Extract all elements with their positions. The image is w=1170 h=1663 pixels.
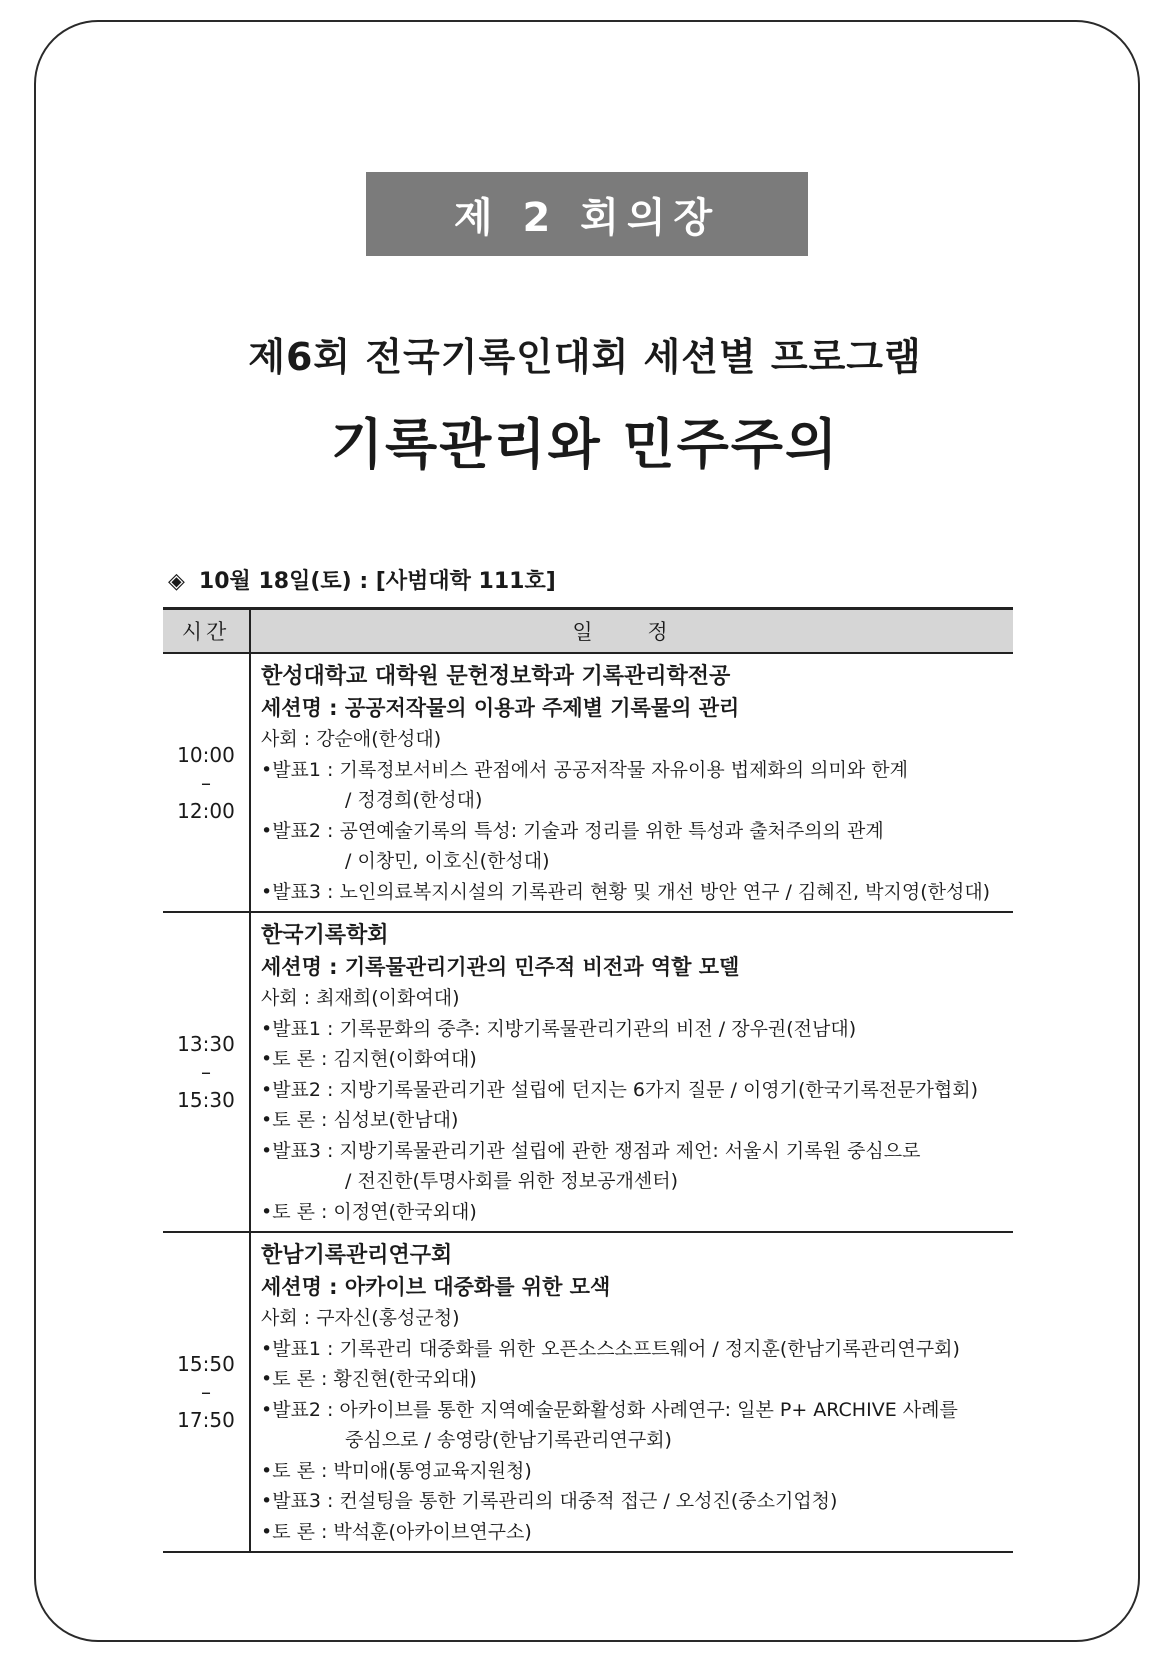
program-line: •발표2 : 공연예술기록의 특성: 기술과 정리를 위한 특성과 출처주의의 관계 <box>261 819 884 842</box>
program-line: / 이창민, 이호신(한성대) <box>345 850 550 872</box>
session-row <box>163 653 1013 912</box>
date-venue-line <box>168 564 556 595</box>
program-line: •토 론 : 심성보(한남대) <box>261 1109 459 1131</box>
program-line: / 전진한(투명사회를 위한 정보공개센터) <box>345 1170 679 1192</box>
schedule-body <box>163 653 1013 1552</box>
session-organizer: 한성대학교 대학원 문헌정보학과 기록관리학전공 <box>261 664 731 689</box>
header-time: 시간 <box>163 609 250 654</box>
time-dash: – <box>201 770 211 795</box>
time-start: 15:50 <box>177 1352 235 1376</box>
time-dash: – <box>201 1060 211 1084</box>
program-line: •토 론 : 박미애(통영교육지원청) <box>261 1459 532 1482</box>
program-subtitle: 제6회 전국기록인대회 세션별 프로그램 <box>248 335 922 379</box>
time-end: 17:50 <box>177 1408 235 1432</box>
time-end: 12:00 <box>177 798 235 823</box>
schedule-table <box>163 607 1013 1553</box>
program-line: •발표1 : 기록문화의 중추: 지방기록물관리기관의 비전 / 장우권(전남대) <box>261 1017 857 1040</box>
program-line: •토 론 : 이정연(한국외대) <box>261 1200 477 1223</box>
session-organizer: 한국기록학회 <box>261 923 389 948</box>
diamond-bullet-icon: ◈ <box>168 569 185 594</box>
program-title: 기록관리와 민주주의 <box>330 413 840 476</box>
session-name: 세션명 : 공공저작물의 이용과 주제별 기록물의 관리 <box>261 696 740 720</box>
program-line: 중심으로 / 송영랑(한남기록관리연구회) <box>345 1429 672 1451</box>
program-line: •발표3 : 컨설팅을 통한 기록관리의 대중적 접근 / 오성진(중소기업청) <box>261 1490 838 1512</box>
header-schedule: 일 정 <box>250 609 1013 654</box>
session-organizer: 한남기록관리연구회 <box>261 1243 453 1268</box>
program-line: •발표2 : 아카이브를 통한 지역예술문화활성화 사례연구: 일본 P+ ARCHIVE 사례를 <box>261 1398 958 1421</box>
program-line: 사회 : 강순애(한성대) <box>261 728 442 750</box>
time-start: 10:00 <box>177 742 235 767</box>
time-start: 13:30 <box>177 1032 235 1056</box>
program-line: •발표3 : 지방기록물관리기관 설립에 관한 쟁점과 제언: 서울시 기록원 중심으로 <box>261 1139 921 1162</box>
program-line: 사회 : 최재희(이화여대) <box>261 987 460 1009</box>
session-row <box>163 912 1013 1232</box>
session-row <box>163 1232 1013 1552</box>
time-dash: – <box>201 1380 211 1404</box>
session-time <box>163 653 250 912</box>
session-name: 세션명 : 아카이브 대중화를 위한 모색 <box>261 1275 611 1299</box>
session-detail <box>250 1232 1013 1552</box>
program-line: •발표1 : 기록관리 대중화를 위한 오픈소스소프트웨어 / 정지훈(한남기록관리연구회) <box>261 1337 960 1360</box>
table-header-row <box>163 609 1013 654</box>
session-time <box>163 912 250 1232</box>
session-detail <box>250 653 1013 912</box>
program-line: •토 론 : 황진현(한국외대) <box>261 1368 477 1390</box>
time-end: 15:30 <box>177 1088 235 1112</box>
program-line: •토 론 : 김지현(이화여대) <box>261 1048 477 1070</box>
program-line: 사회 : 구자신(홍성군청) <box>261 1307 460 1329</box>
date-venue-text: 10월 18일(토) : [사범대학 111호] <box>198 569 556 594</box>
program-line: •발표2 : 지방기록물관리기관 설립에 던지는 6가지 질문 / 이영기(한국기록전문가협회) <box>261 1078 979 1101</box>
program-line: •토 론 : 박석훈(아카이브연구소) <box>261 1520 532 1543</box>
session-time <box>163 1232 250 1552</box>
session-name: 세션명 : 기록물관리기관의 민주적 비전과 역할 모델 <box>261 955 740 979</box>
program-line: •발표3 : 노인의료복지시설의 기록관리 현황 및 개선 방안 연구 / 김혜진, 박지영(한성대) <box>261 880 991 903</box>
program-line: •발표1 : 기록정보서비스 관점에서 공공저작물 자유이용 법제화의 의미와 한계 <box>261 758 908 781</box>
program-line: / 정경희(한성대) <box>345 789 483 811</box>
session-detail <box>250 912 1013 1232</box>
room-banner: 제 2 회의장 <box>366 172 808 256</box>
